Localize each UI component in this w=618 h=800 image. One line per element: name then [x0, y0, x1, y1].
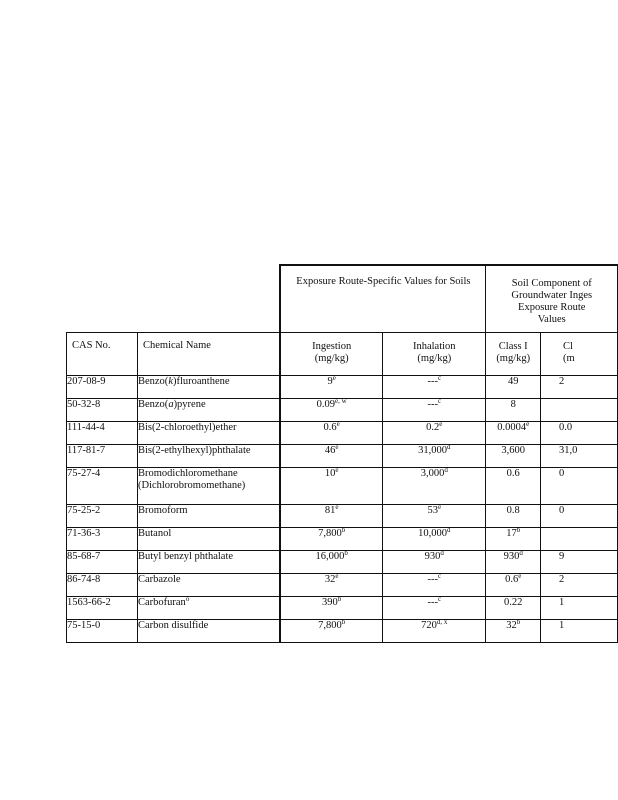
inhalation-value: 0.2e — [383, 421, 486, 444]
inhalation-value: 31,000$^d$ — [383, 444, 486, 467]
class2-value: 0.0 — [540, 421, 617, 444]
table-row — [67, 619, 618, 642]
col-header-class2: Cl (m — [540, 332, 617, 375]
cas-number: 117-81-7 — [67, 444, 138, 467]
table-row — [67, 596, 618, 619]
chemical-name: Carbofuran$^o$ — [137, 596, 280, 619]
class2-value: 2 — [540, 573, 617, 596]
ingestion-value: 10e — [280, 467, 382, 504]
ingestion-value: 390$^b$ — [280, 596, 382, 619]
inhalation-value: 930$^d$ — [383, 550, 486, 573]
ingestion-value: 32e — [280, 573, 382, 596]
cas-number: 75-15-0 — [67, 619, 138, 642]
class1-value: 0.0004e — [486, 421, 540, 444]
group-header-row — [67, 265, 618, 332]
cas-number: 111-44-4 — [67, 421, 138, 444]
ingestion-value: 7,800$^b$ — [280, 527, 382, 550]
chemical-name: Benzo(a)pyrene — [137, 398, 280, 421]
ingestion-value: 81e — [280, 504, 382, 527]
col-header-class1: Class I (mg/kg) — [486, 332, 540, 375]
inhalation-value: 53e — [383, 504, 486, 527]
class1-value: 0.6e — [486, 573, 540, 596]
inhalation-value: 10,000$^d$ — [383, 527, 486, 550]
table-row — [67, 444, 618, 467]
class2-value: 0 — [540, 504, 617, 527]
ingestion-value: 7,800$^b$ — [280, 619, 382, 642]
class2-value: 1 — [540, 619, 617, 642]
inhalation-value: 720$^{d, x}$ — [383, 619, 486, 642]
class1-value: 0.22 — [486, 596, 540, 619]
class2-value: 31,0 — [540, 444, 617, 467]
inhalation-value: 3,000$^d$ — [383, 467, 486, 504]
table-row — [67, 504, 618, 527]
group-header-groundwater — [486, 265, 618, 332]
inhalation-value: ---$^c$ — [383, 573, 486, 596]
class1-value: 0.8 — [486, 504, 540, 527]
class2-value: 2 — [540, 375, 617, 398]
table-row — [67, 398, 618, 421]
col-header-inhalation: Inhalation (mg/kg) — [383, 332, 486, 375]
table-row — [67, 421, 618, 444]
col-header-name: Chemical Name — [137, 332, 280, 375]
col-header-cas: CAS No. — [67, 332, 138, 375]
class2-value: 9 — [540, 550, 617, 573]
table-row — [67, 527, 618, 550]
cas-number: 86-74-8 — [67, 573, 138, 596]
col-header-ingestion: Ingestion (mg/kg) — [280, 332, 382, 375]
table-row — [67, 467, 618, 504]
class2-value: 0 — [540, 467, 617, 504]
class1-value: 8 — [486, 398, 540, 421]
chemical-name: Bis(2-chloroethyl)ether — [137, 421, 280, 444]
soil-values-table — [66, 264, 618, 643]
class2-value — [540, 398, 617, 421]
inhalation-value: ---$^c$ — [383, 398, 486, 421]
class1-value: 32$^b$ — [486, 619, 540, 642]
cas-number: 75-27-4 — [67, 467, 138, 504]
chemical-name: Butyl benzyl phthalate — [137, 550, 280, 573]
chemical-name: Benzo(k)fluroanthene — [137, 375, 280, 398]
class1-value: 3,600 — [486, 444, 540, 467]
cas-number: 50-32-8 — [67, 398, 138, 421]
class1-value: 49 — [486, 375, 540, 398]
class1-value: 930$^d$ — [486, 550, 540, 573]
chemical-name: Bromodichloromethane (Dichlorobromomethane) — [137, 467, 280, 504]
table-row — [67, 573, 618, 596]
cas-number: 75-25-2 — [67, 504, 138, 527]
blank-corner — [67, 265, 281, 332]
ingestion-value: 0.6e — [280, 421, 382, 444]
group-header-groundwater-text: Soil Component of Groundwater Inges Exposure Route Values — [511, 278, 593, 325]
inhalation-value: ---$^c$ — [383, 596, 486, 619]
cas-number: 71-36-3 — [67, 527, 138, 550]
class1-value: 0.6 — [486, 467, 540, 504]
cas-number: 1563-66-2 — [67, 596, 138, 619]
chemical-name: Bromoform — [137, 504, 280, 527]
table-row — [67, 550, 618, 573]
table-row — [67, 375, 618, 398]
ingestion-value: 16,000$^b$ — [280, 550, 382, 573]
cas-number: 207-08-9 — [67, 375, 138, 398]
column-header-row — [67, 332, 618, 375]
ingestion-value: 46e — [280, 444, 382, 467]
ingestion-value: 9e — [280, 375, 382, 398]
chemical-name: Bis(2-ethylhexyl)phthalate — [137, 444, 280, 467]
group-header-exposure: Exposure Route-Specific Values for Soils — [280, 265, 486, 332]
chemical-name: Carbon disulfide — [137, 619, 280, 642]
class1-value: 17$^b$ — [486, 527, 540, 550]
chemical-name: Butanol — [137, 527, 280, 550]
cas-number: 85-68-7 — [67, 550, 138, 573]
inhalation-value: ---$^c$ — [383, 375, 486, 398]
class2-value: 1 — [540, 596, 617, 619]
class2-value — [540, 527, 617, 550]
chemical-name: Carbazole — [137, 573, 280, 596]
ingestion-value: 0.09$^{e, w}$ — [280, 398, 382, 421]
